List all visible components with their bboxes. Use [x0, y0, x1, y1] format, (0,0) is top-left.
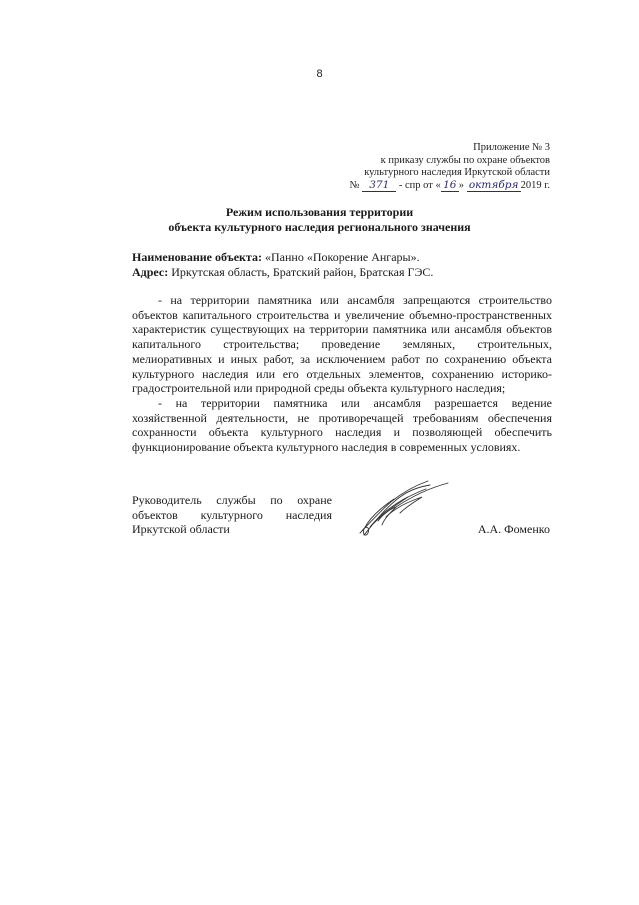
regime-paragraph-2: - на территории памятника или ансамбля разрешается ведение хозяйственной деятельности, не противоречащей требованиям обеспечения сохранности объекта культурного наследия и позволяющей обеспечить функционирование объекта культурного наследия в современных условиях.	[132, 395, 552, 455]
object-name-row	[132, 250, 552, 265]
order-middle: - спр от «	[398, 179, 441, 191]
appendix-header	[330, 142, 550, 192]
order-line	[330, 180, 550, 193]
object-address-row	[132, 265, 552, 280]
appendix-order-ref: к приказу службы по охране объектов	[380, 154, 550, 166]
document-title	[0, 205, 639, 235]
signatory-position: Руководитель службы по охране объектов культурного наследия Иркутской области	[132, 493, 332, 537]
page-number: 8	[316, 68, 323, 80]
order-number: 371	[362, 180, 396, 192]
regime-text	[132, 293, 552, 455]
order-month: октября	[467, 180, 521, 192]
appendix-title: Приложение № 3	[473, 142, 550, 153]
object-address-value: Иркутская область, Братский район, Братская ГЭС.	[171, 265, 434, 279]
order-prefix: №	[349, 179, 360, 191]
title-line-2: объекта культурного наследия регионального значения	[168, 220, 471, 234]
object-name-value: «Панно «Покорение Ангары».	[264, 250, 420, 264]
handwritten-signature	[356, 477, 451, 539]
order-day: 16	[441, 180, 459, 192]
object-name-label: Наименование объекта:	[132, 250, 262, 264]
signatory-name: А.А. Фоменко	[477, 522, 550, 536]
object-address-label: Адрес:	[132, 265, 169, 279]
title-line-1: Режим использования территории	[225, 205, 414, 219]
regime-paragraph-1: - на территории памятника или ансамбля запрещаются строительство объектов капитального строительства и увеличение объемно-пространственных характеристик существующих на территории памятника или ансамбля объектов капитального строительства; проведение земляных, строительных, мелиоративных и иных работ, за исключением работ по сохранению объекта культурного наследия или его отдельных элементов, сохранению историко-градостроительной или природной среды объекта культурного наследия;	[132, 293, 552, 396]
appendix-agency: культурного наследия Иркутской области	[364, 167, 550, 178]
order-year: 2019 г.	[520, 179, 550, 191]
order-close: »	[458, 179, 464, 191]
object-info	[132, 250, 552, 280]
